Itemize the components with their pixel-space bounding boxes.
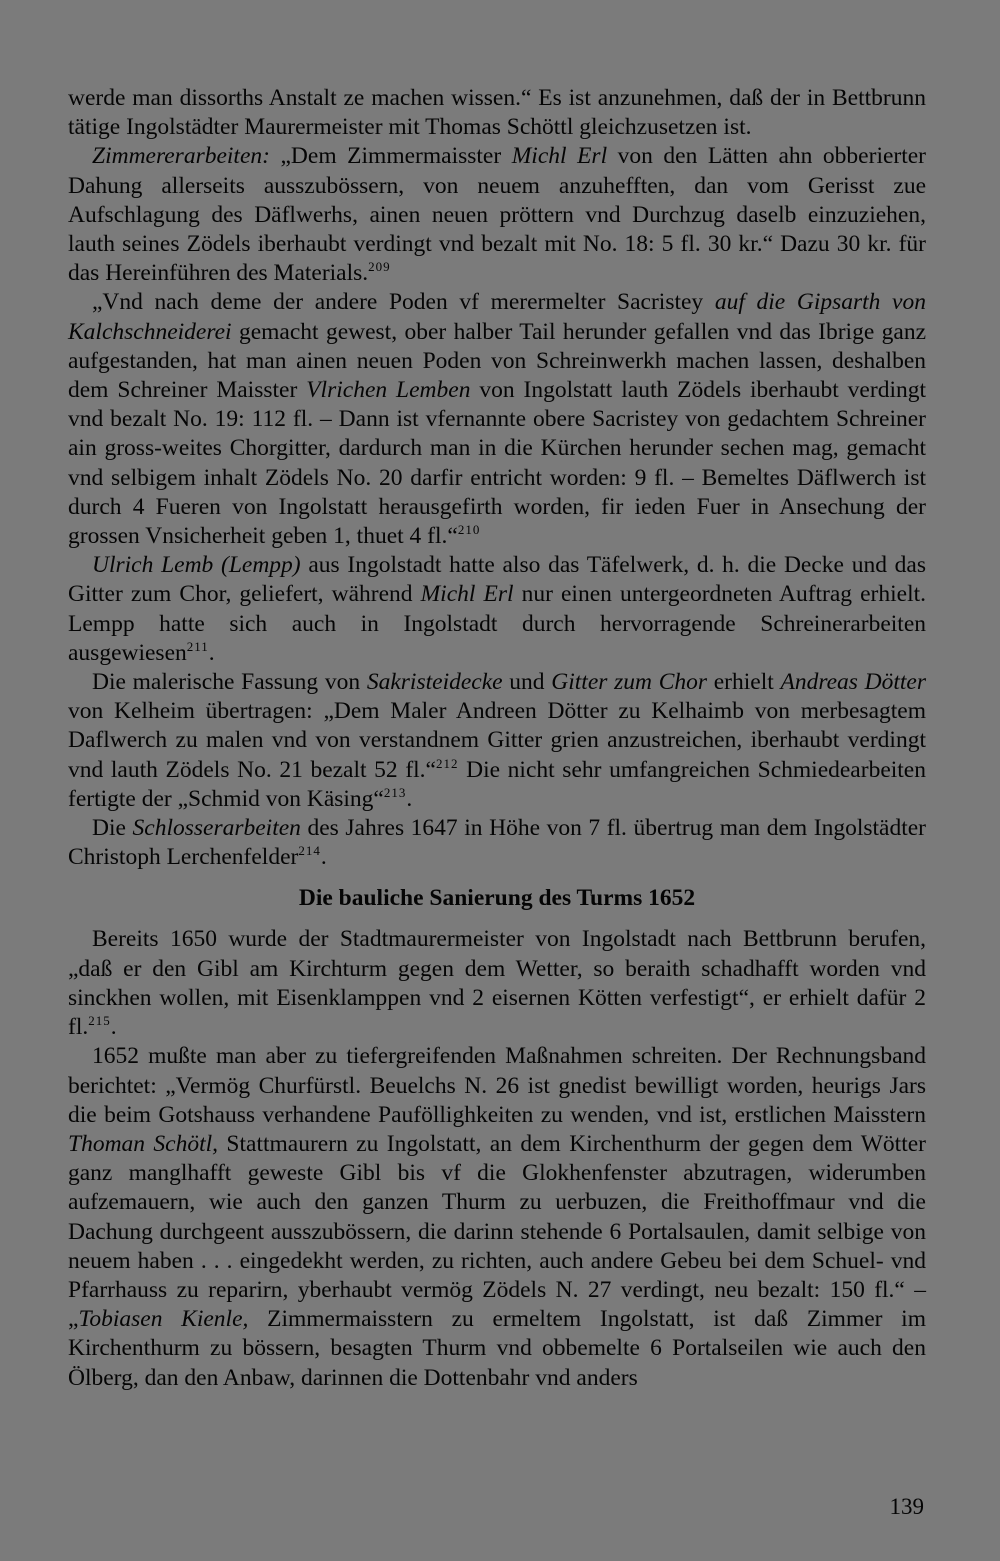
text-run: Die malerische Fassung von <box>92 669 367 696</box>
page-number: 139 <box>889 1494 924 1519</box>
footnote-ref: 209 <box>368 259 391 275</box>
italic-text: Zimmererarbeiten: <box>92 143 270 170</box>
text-run: gemacht gewest, ober halber Tail herunder gefallen vnd das Ibrige ganz aufgestanden, hat man ainen neuen Poden von Schreinwerkh machen lassen, deshalben dem Schreiner Maisster <box>68 318 926 404</box>
italic-text: Michl Erl <box>420 581 514 608</box>
footnote-ref: 211 <box>186 639 209 655</box>
italic-text: Tobiasen Kienle, <box>78 1306 249 1333</box>
italic-text: Thoman Schötl, <box>68 1130 219 1157</box>
text-run: 1652 mußte man aber zu tiefergreifenden Maßnahmen schreiten. Der Rechnungsband berichtet: „Vermög Churfürstl. Beuelchs N. 26 ist gnedist bewilligt worden, heurigs Jars die beim Gotshauss verhandene Pauföllighkeiten zu wenden, vnd ist, erstlichen Maisstern <box>68 1043 926 1128</box>
italic-text: Ulrich Lemb (Lempp) <box>92 552 301 579</box>
italic-text: auf die Gipsarth von Kalchschneiderei <box>68 289 926 345</box>
text-run: von Kelheim übertragen: „Dem Maler Andreen Dötter zu Kelhaimb von merbesagtem Daflwerch zu malen vnd von verstandnem Gitter grien anzustreichen, iberhaubt verdingt vnd lauth Zödels No. 21 bezalt 52 fl.“ <box>68 698 926 783</box>
text-run: „Dem Zimmermaisster <box>269 143 512 170</box>
italic-text: Gitter zum Chor <box>551 669 708 696</box>
text-run: von Ingolstatt lauth Zödels iberhaubt verdingt vnd bezalt No. 19: 112 fl. – Dann ist vfernannte obere Sacristey von gedachtem Schreiner ain gross-weites Chorgitter, dardurch man in die Kürchen herunder sechen mag, gemacht vnd selbigem inhalt Zödels No. 20 darfir entricht worden: 9 fl. – Bemeltes Däflwerch ist durch 4 Fueren von Ingolstatt herausgefirth worden, fir ieden Fuer in Ansechung der grossen Vnsicherheit geben 1, thuet 4 fl.“ <box>68 377 926 550</box>
footnote-ref: 210 <box>457 522 481 538</box>
text-run: werde man dissorths Anstalt ze machen wissen.“ Es ist anzunehmen, daß der in Bettbrunn tätige Ingolstädter Maurermeister mit Thomas Schöttl gleichzusetzen ist. <box>68 85 926 141</box>
text-run: nur einen untergeordneten Auftrag erhielt. Lempp hatte sich auch in Ingolstadt durch hervorragende Schreinerarbeiten ausgewiesen <box>68 581 927 666</box>
text-run: . <box>320 844 327 871</box>
paragraph <box>68 84 926 142</box>
paragraph <box>68 142 926 288</box>
text-run: des Jahres 1647 in Höhe von 7 fl. übertrug man dem Ingolstädter Christoph Lerchenfelder <box>68 815 926 871</box>
text-run: Die nicht sehr umfangreichen Schmiedearbeiten fertigte der „Schmid von Käsing“ <box>68 756 926 812</box>
paragraphs-after-heading <box>68 925 926 1392</box>
italic-text: Andreas Dötter <box>780 669 926 696</box>
text-run: . <box>406 785 413 812</box>
text-run: aus Ingolstadt hatte also das Täfelwerk, d. h. die Decke und das Gitter zum Chor, geliefert, während <box>68 552 926 608</box>
text-run: Stattmaurern zu Ingolstatt, an dem Kirchenthurm der gegen dem Wötter ganz manglhafft geweste Gibl bis vf die Glokhenfenster abzutragen, widerumben aufzemauern, wie auch den ganzen Thurm zu uerbuzen, die Freithoffmaur vnd die Dachung durchgeent ausszubössern, die darinn stehende 6 Portalsaulen, damit selbige von neuem haben . . . eingedekht werden, zu richten, auch andere Gebeu bei dem Schuel- vnd Pfarrhauss zu reparirn, yberhaubt vermög Zödels N. 27 verdingt, neu bezalt: 150 fl.“ – „ <box>68 1130 926 1333</box>
italic-text: Vlrichen Lemben <box>306 377 471 404</box>
text-run: . <box>110 1014 117 1041</box>
paragraph <box>68 551 926 668</box>
text-run: Bereits 1650 wurde der Stadtmaurermeister von Ingolstadt nach Bettbrunn berufen, „daß er den Gibl am Kirchturm gegen dem Wetter, so beraith schadhafft worden vnd sinckhen wollen, mit Eisenklamppen vnd 2 eisernen Kötten verfestigt“, er erhielt dafür 2 fl. <box>68 926 926 1041</box>
footnote-ref: 212 <box>435 755 459 771</box>
paragraph <box>68 1042 926 1392</box>
footnote-ref: 215 <box>88 1013 111 1029</box>
text-run: . <box>208 639 215 666</box>
text-run: Zimmermaisstern zu ermeltem Ingolstatt, ist daß Zimmer im Kirchenthurm zu bössern, besagten Thurm vnd obbemelte 6 Portalseilen wie auch den Ölberg, dan den Anbaw, darinnen die Dottenbahr vnd anders <box>68 1306 926 1391</box>
italic-text: Sakristeidecke <box>366 669 503 696</box>
section-heading: Die bauliche Sanierung des Turms 1652 <box>298 885 696 912</box>
footnote-ref: 213 <box>383 785 407 801</box>
paragraphs-before-heading <box>68 84 926 872</box>
text-run: Die <box>92 815 133 842</box>
body-text <box>68 84 926 1393</box>
paragraph <box>68 288 926 551</box>
footnote-ref: 214 <box>298 843 321 859</box>
paragraph <box>68 925 926 1042</box>
text-run: und <box>502 669 552 696</box>
paragraph <box>68 814 926 872</box>
italic-text: Michl Erl <box>511 143 608 170</box>
text-run: „Vnd nach deme der andere Poden vf merermelter Sacristey <box>92 289 715 316</box>
paragraph <box>68 668 926 814</box>
text-run: von den Lätten ahn obberierter Dahung allerseits ausszubössern, von neuem anzuhefften, dan vom Gerisst zue Aufschlagung des Däflwerhs, ainen neuen pröttern vnd Durchzug daselb einzuziehen, lauth seines Zödels iberhaubt verdingt vnd bezalt mit No. 18: 5 fl. 30 kr.“ Dazu 30 kr. für das Hereinführen des Materials. <box>68 143 927 287</box>
italic-text: Schlosserarbeiten <box>132 815 301 842</box>
text-run: erhielt <box>707 669 781 696</box>
